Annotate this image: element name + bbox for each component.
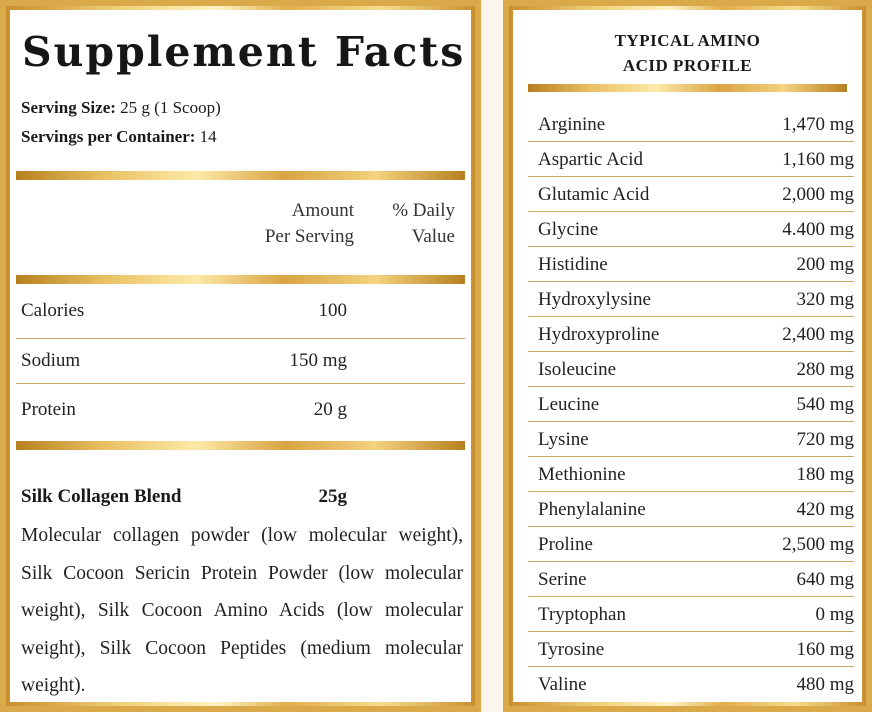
amino-value: 1,160 mg xyxy=(782,149,854,170)
amino-row xyxy=(528,597,854,632)
amino-name: Methionine xyxy=(538,464,626,485)
amino-acid-inner xyxy=(513,10,862,702)
amino-name: Valine xyxy=(538,674,587,695)
amino-value: 200 mg xyxy=(796,254,854,275)
daily-value-header-line2: Value xyxy=(411,226,455,247)
sodium-label: Sodium xyxy=(21,350,81,371)
amino-name: Lysine xyxy=(538,429,589,450)
amino-name: Arginine xyxy=(538,114,606,135)
amino-name: Histidine xyxy=(538,254,608,275)
protein-value: 20 g xyxy=(313,399,347,420)
amino-row xyxy=(528,212,854,247)
row-divider xyxy=(16,338,465,339)
amino-value: 160 mg xyxy=(796,639,854,660)
amino-name: Isoleucine xyxy=(538,359,617,380)
amino-name: Hydroxyproline xyxy=(538,324,660,345)
amino-row xyxy=(528,247,854,282)
amino-value: 540 mg xyxy=(796,394,854,415)
gold-divider xyxy=(16,275,465,284)
amino-value: 2,500 mg xyxy=(782,534,854,555)
amino-row xyxy=(528,667,854,701)
amino-name: Proline xyxy=(538,534,593,555)
amino-row xyxy=(528,317,854,352)
amino-name: Aspartic Acid xyxy=(538,149,644,170)
amino-title xyxy=(513,28,862,78)
amino-value: 4.400 mg xyxy=(782,219,854,240)
amount-header-line1: Amount xyxy=(291,200,354,221)
serving-size-label: Serving Size: xyxy=(21,98,116,117)
daily-value-header xyxy=(392,198,455,250)
amino-row xyxy=(528,632,854,667)
calories-value: 100 xyxy=(318,300,347,321)
amino-row xyxy=(528,107,854,142)
amino-value: 640 mg xyxy=(796,569,854,590)
servings-per-container xyxy=(21,127,217,147)
amino-value: 720 mg xyxy=(796,429,854,450)
amino-name: Serine xyxy=(538,569,587,590)
amino-value: 420 mg xyxy=(796,499,854,520)
amino-name: Phenylalanine xyxy=(538,499,646,520)
protein-label: Protein xyxy=(21,399,76,420)
amino-value: 2,400 mg xyxy=(782,324,854,345)
amino-list xyxy=(528,107,854,701)
amino-name: Glycine xyxy=(538,219,599,240)
amino-name: Tyrosine xyxy=(538,639,605,660)
amino-row xyxy=(528,562,854,597)
amino-value: 320 mg xyxy=(796,289,854,310)
amino-value: 0 mg xyxy=(815,604,854,625)
amino-row xyxy=(528,282,854,317)
blend-amount: 25g xyxy=(318,486,347,507)
blend-description: Molecular collagen powder (low molecular weight), Silk Cocoon Sericin Protein Powder (low molecular weight), Silk Cocoon Amino Acids (low molecular weight), Silk Cocoon Peptides (medium molecular weight). xyxy=(21,525,463,696)
amino-row xyxy=(528,387,854,422)
amino-name: Tryptophan xyxy=(538,604,626,625)
amino-value: 480 mg xyxy=(796,674,854,695)
row-divider xyxy=(16,383,465,384)
amino-value: 280 mg xyxy=(796,359,854,380)
daily-value-header-line1: % Daily xyxy=(392,200,455,221)
servings-label: Servings per Container: xyxy=(21,127,196,146)
amino-value: 1,470 mg xyxy=(782,114,854,135)
amino-acid-panel xyxy=(503,0,872,712)
amount-header-line2: Per Serving xyxy=(264,226,354,247)
amino-title-line1: TYPICAL AMINO xyxy=(614,31,761,50)
serving-size xyxy=(21,98,221,118)
amino-value: 180 mg xyxy=(796,464,854,485)
amino-row xyxy=(528,492,854,527)
amino-title-line2: ACID PROFILE xyxy=(622,56,753,75)
amino-name: Leucine xyxy=(538,394,600,415)
amino-row xyxy=(528,177,854,212)
gold-divider xyxy=(16,441,465,450)
amino-row xyxy=(528,527,854,562)
amino-row xyxy=(528,422,854,457)
sodium-value: 150 mg xyxy=(289,350,347,371)
gold-divider xyxy=(16,171,465,180)
amount-header xyxy=(265,198,354,250)
amino-name: Hydroxylysine xyxy=(538,289,651,310)
supplement-facts-inner xyxy=(10,10,471,702)
blend-name: Silk Collagen Blend xyxy=(21,486,182,507)
gold-divider xyxy=(528,84,847,92)
amino-row xyxy=(528,142,854,177)
serving-size-value: 25 g (1 Scoop) xyxy=(120,98,221,117)
amino-name: Glutamic Acid xyxy=(538,184,650,205)
servings-value: 14 xyxy=(199,127,217,146)
amino-row xyxy=(528,352,854,387)
amino-value: 2,000 mg xyxy=(782,184,854,205)
calories-label: Calories xyxy=(21,300,85,321)
amino-row xyxy=(528,457,854,492)
page-title: Supplement Facts xyxy=(22,28,466,76)
